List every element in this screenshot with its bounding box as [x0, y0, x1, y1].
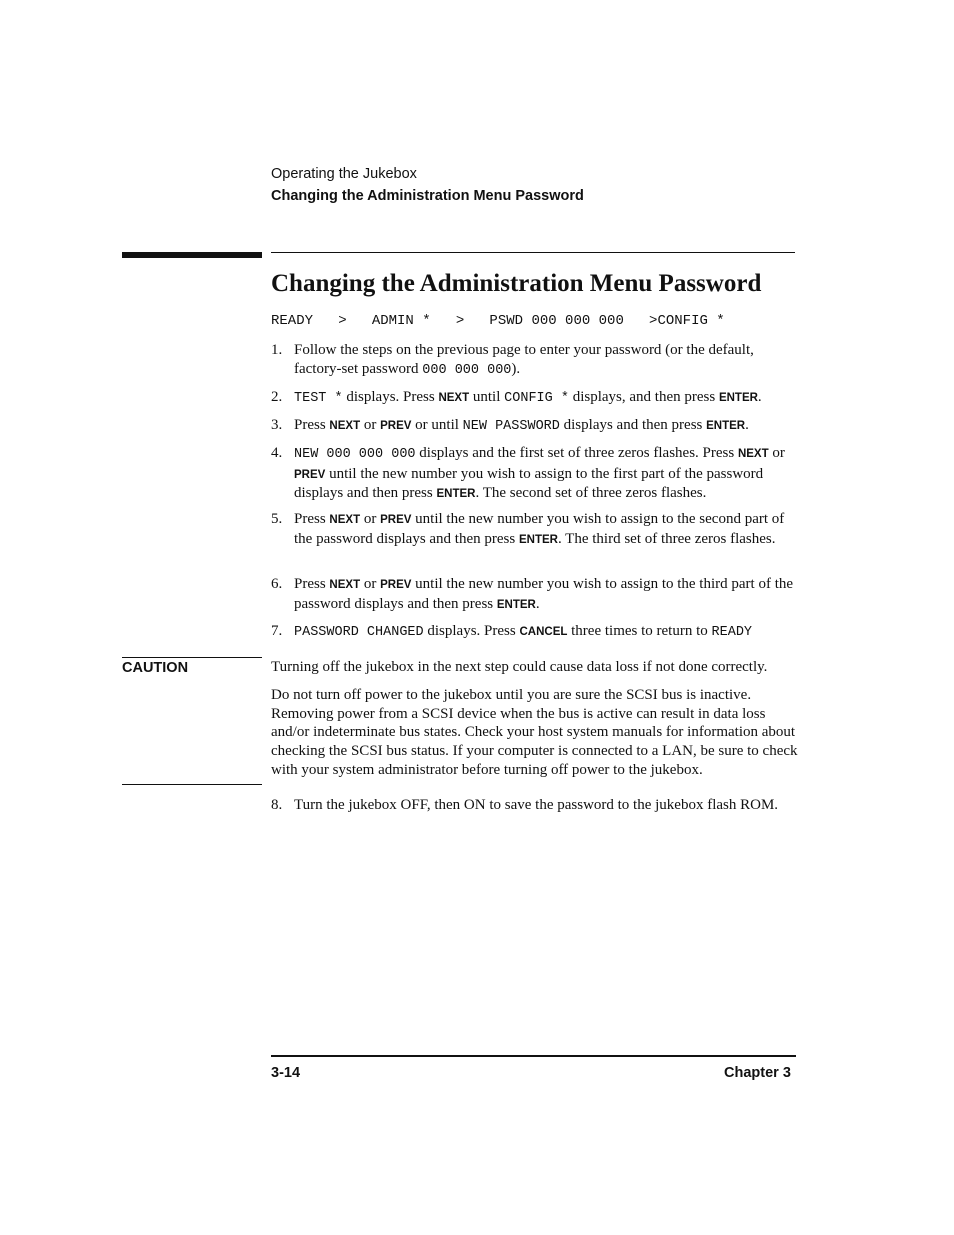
step-text: displays and the first set of three zeros flashes. Press — [415, 445, 738, 461]
step-number: 1. — [271, 342, 283, 358]
display-code: PASSWORD CHANGED — [294, 625, 424, 640]
step-text: until the new number you wish to assign to the second part of the password displays and then press — [294, 511, 785, 547]
section-thin-rule — [271, 252, 795, 253]
display-code: CONFIG * — [504, 391, 569, 406]
key-cancel: CANCEL — [519, 626, 568, 638]
step-text: displays. Press — [423, 623, 520, 639]
running-header-section: Operating the Jukebox — [271, 166, 417, 182]
key-enter: ENTER — [436, 488, 476, 501]
step-text: displays, and then press — [568, 389, 719, 405]
display-code: NEW PASSWORD — [462, 419, 560, 434]
step-text: Follow the steps on the previous page to enter your password (or the default, factory-set password — [294, 342, 754, 377]
step-1 — [271, 341, 797, 380]
step-text: or — [360, 511, 381, 527]
page-number: 3-14 — [271, 1065, 301, 1081]
step-text: until — [469, 389, 505, 405]
step-text: displays. Press — [342, 389, 439, 405]
key-next: NEXT — [737, 448, 769, 460]
step-text: until the new number you wish to assign to the first part of the password displays and then press — [294, 465, 764, 502]
step-number: 3. — [271, 417, 283, 433]
step-text: Press — [294, 417, 330, 433]
step-text: or — [360, 576, 381, 592]
key-next: NEXT — [438, 392, 470, 404]
step-number: 5. — [271, 511, 283, 527]
section-thick-rule — [122, 252, 262, 258]
step-6 — [271, 575, 797, 614]
display-code: TEST * — [294, 391, 343, 406]
key-next: NEXT — [329, 420, 361, 432]
step-4 — [271, 444, 797, 504]
step-8 — [271, 796, 797, 815]
step-text: ). — [511, 360, 521, 377]
step-text: . The second set of three zeros flashes. — [475, 485, 707, 502]
menu-path: READY > ADMIN * > PSWD 000 000 000 >CONFIG * — [271, 313, 725, 329]
key-enter: ENTER — [496, 598, 536, 611]
display-code: NEW 000 000 000 — [294, 447, 416, 462]
key-enter: ENTER — [706, 420, 746, 432]
key-prev: PREV — [380, 420, 412, 432]
caution-bottom-rule — [122, 784, 262, 785]
caution-text-1: Turning off the jukebox in the next step could cause data loss if not done correctly. — [271, 659, 768, 675]
step-2 — [271, 388, 797, 409]
step-number: 6. — [271, 576, 283, 592]
step-number: 8. — [271, 797, 283, 813]
key-next: NEXT — [329, 579, 361, 591]
key-enter: ENTER — [518, 533, 558, 546]
key-prev: PREV — [380, 579, 412, 591]
step-7 — [271, 622, 797, 643]
step-text: Press — [294, 511, 330, 527]
caution-label: CAUTION — [122, 660, 189, 676]
step-text: Press — [294, 576, 330, 592]
display-code: 000 000 000 — [422, 362, 512, 378]
step-number: 7. — [271, 623, 283, 639]
caution-top-rule — [122, 657, 262, 658]
step-3 — [271, 416, 797, 437]
page-title: Changing the Administration Menu Password — [271, 270, 762, 297]
chapter-label: Chapter 3 — [724, 1065, 791, 1081]
key-prev: PREV — [380, 514, 412, 526]
key-next: NEXT — [329, 514, 361, 526]
display-code: READY — [711, 625, 753, 640]
step-text: until the new number you wish to assign to the third part of the password displays and then press — [294, 576, 794, 612]
step-text: three times to return to — [567, 623, 712, 639]
step-text: or — [360, 417, 381, 433]
caution-text-2: Do not turn off power to the jukebox until you are sure the SCSI bus is inactive. Removing power from a SCSI device when the bus is active can result in data loss and/or indeterminate bus states. Check your host system manuals for information about checking the SCSI bus status. If your computer is connected to a LAN, be sure to check with your system administrator before turning off power to the jukebox. — [271, 687, 798, 778]
step-text: or until — [411, 417, 463, 433]
step-number: 4. — [271, 445, 283, 461]
key-enter: ENTER — [718, 392, 758, 404]
step-5 — [271, 510, 797, 549]
footer-rule — [271, 1055, 796, 1057]
step-text: Turn the jukebox OFF, then ON to save the password to the jukebox flash ROM. — [294, 797, 779, 813]
step-text: . — [757, 389, 762, 405]
step-number: 2. — [271, 389, 283, 405]
step-text: displays and then press — [559, 417, 707, 433]
running-header-title: Changing the Administration Menu Password — [271, 188, 584, 204]
key-prev: PREV — [294, 468, 326, 481]
step-text: . — [745, 417, 749, 433]
step-text: or — [768, 445, 785, 461]
step-text: . The third set of three zeros flashes. — [557, 530, 776, 547]
step-text: . — [535, 595, 540, 612]
